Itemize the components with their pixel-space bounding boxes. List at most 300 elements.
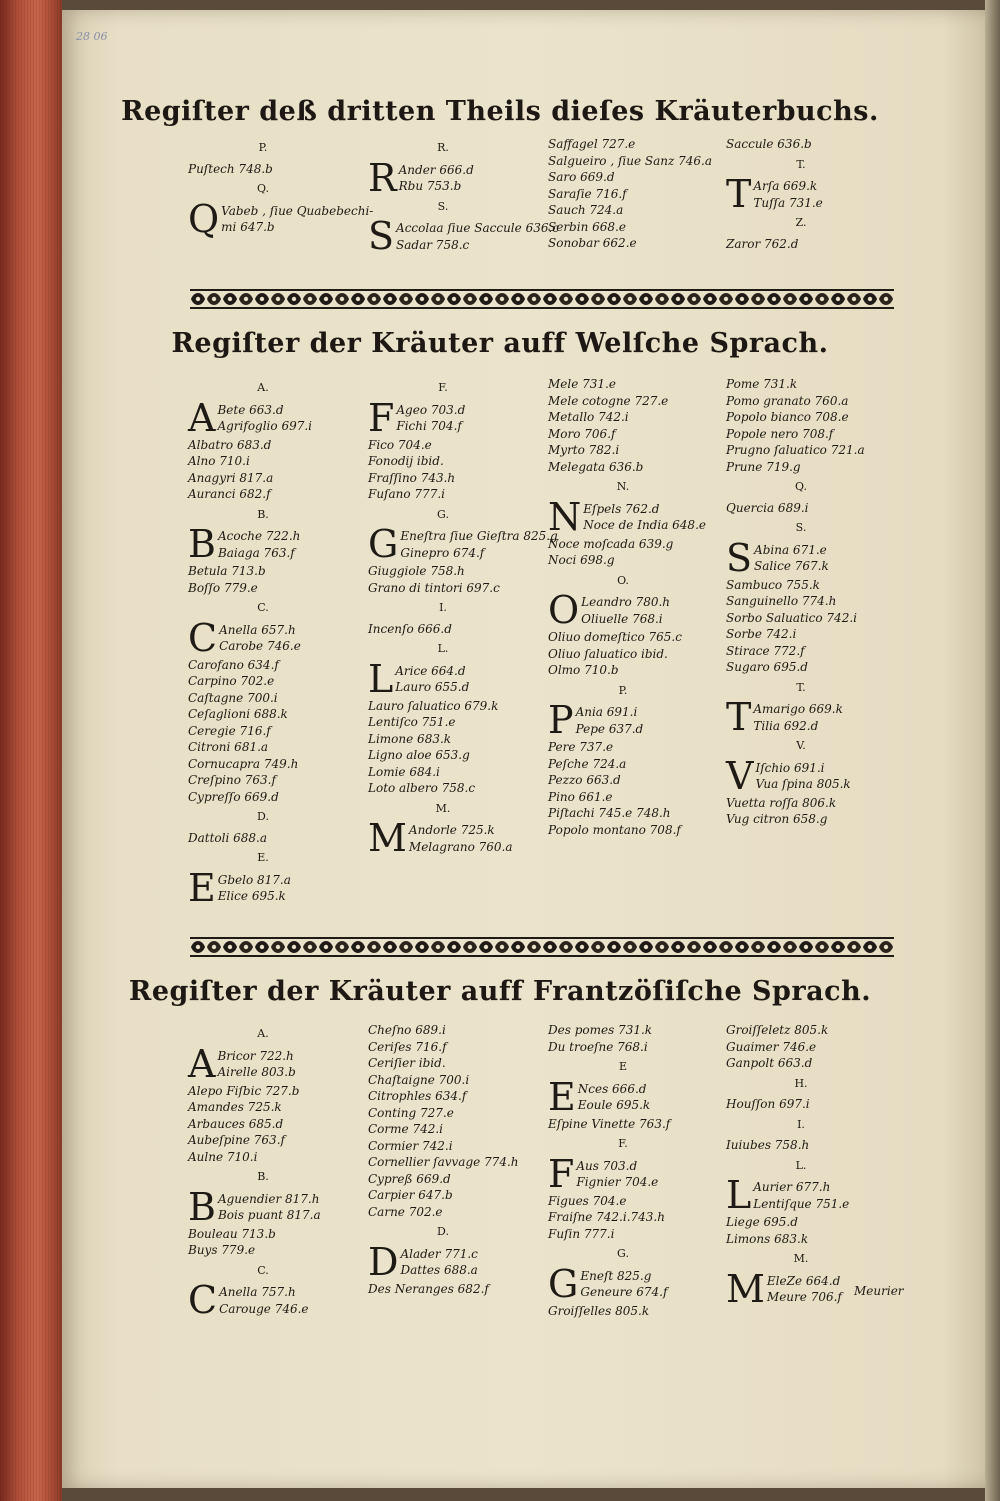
index-entry: Arice 664.d [395,663,466,678]
index-entry: Incenſo 666.d [368,621,452,636]
ornament-dot [532,297,536,301]
initial-entry-group [548,1261,698,1306]
index-entry: Gbelo 817.a [217,872,291,887]
section1-column-1 [188,136,374,241]
index-entry: Cypreſſo 669.d [188,789,279,804]
ornament-dot [196,945,200,949]
ornament-dot [804,945,808,949]
initial-entry-group [188,615,338,660]
ornament-dot [324,297,328,301]
index-entry: Tilia 692.d [753,718,819,733]
ornament-dot [836,945,840,949]
index-entry: Eneſt 825.g [580,1268,652,1283]
ornament-dot [516,945,520,949]
index-entry: Anagyri 817.a [188,470,274,485]
ornament-band-2 [190,936,894,958]
letter-heading: I. [797,1117,805,1131]
initial-letter: A [188,1041,216,1086]
ornament-rule [190,955,894,957]
index-entry: Fignier 704.e [576,1175,659,1189]
initial-letter: S [726,535,753,580]
index-entry: Sonobar 662.e [548,236,637,250]
index-entry: Moro 706.f [548,426,616,441]
initial-entry-group [548,1151,698,1196]
index-entry: Prune 719.g [726,459,801,474]
initial-entry-group [726,535,876,580]
section2-title: Regiſter der Kräuter auff Welſche Sprach. [171,328,829,359]
index-entry: Saraſie 716.f [548,186,627,201]
index-entry: Albatro 683.d [188,437,272,452]
initial-entry-group [188,1041,338,1086]
ornament-dot [452,297,456,301]
ornament-dot [580,297,584,301]
index-entry: Carpino 702.e [188,674,275,688]
index-entry: Agrifoglio 697.i [217,419,312,433]
index-entry: Eoule 695.k [577,1098,651,1112]
index-entry: Limone 683.k [368,731,452,746]
index-entry: Pomo granato 760.a [726,393,849,408]
ornament-dot [388,945,392,949]
index-entry: Aulne 710.i [188,1149,258,1164]
ornament-dot [852,945,856,949]
index-entry: Fico 704.e [368,437,432,452]
letter-heading: B. [257,507,269,521]
ornament-dot [228,297,232,301]
initial-letter: C [188,615,218,660]
initial-entry-group [726,172,876,216]
index-entry: mi 647.b [221,220,275,234]
section3-column-1 [188,1022,338,1322]
initial-letter: B [188,1184,216,1229]
ornament-dot [308,297,312,301]
index-entry: Meure 706.f [766,1290,842,1304]
initial-entry-group [726,753,876,798]
index-entry: Cornellier ſavvage 774.h [368,1155,519,1169]
ornament-dot [740,297,744,301]
ornament-dot [276,945,280,949]
ornament-dot [852,297,856,301]
index-entry: Bois puant 817.a [217,1208,321,1222]
index-entry: Chaſtaigne 700.i [368,1072,470,1087]
index-entry: Giuggiole 758.h [368,564,465,578]
index-entry: Anella 757.h [219,1285,296,1299]
ornament-dot [868,945,872,949]
ornament-dot [612,297,616,301]
index-entry: Carpier 647.b [368,1188,453,1202]
ornament-dot [676,297,680,301]
ornament-dot [404,297,408,301]
index-entry: Vug citron 658.g [726,812,828,826]
index-entry: Saccule 636.b [726,137,812,151]
index-entry: Baiaga 763.f [217,545,295,560]
letter-heading: Q. [795,480,807,493]
ornament-dot [404,945,408,949]
section1-column-3 [548,136,712,252]
index-entry: Peſche 724.a [548,756,627,771]
ornament-dot [484,945,488,949]
ornament-dot [628,945,632,949]
index-entry: Bete 663.d [217,402,284,417]
letter-heading: R. [437,141,449,154]
ornament-dot [548,297,552,301]
letter-heading: C. [257,601,269,614]
index-entry: Carouge 746.e [219,1301,309,1316]
index-entry: Carobe 746.e [219,639,301,653]
index-entry: Elice 695.k [217,889,286,903]
initial-letter: F [548,1151,575,1196]
initial-entry-group [188,865,338,910]
letter-heading: G. [437,507,449,521]
initial-entry-group [188,1278,338,1322]
catchword: Meurier [854,1284,904,1298]
ornament-dot [612,945,616,949]
index-entry: Auranci 682.f [188,487,271,501]
index-entry: Aurier 677.h [753,1180,831,1194]
initial-entry-group [548,698,706,742]
letter-heading: L. [437,642,449,655]
section1-title: Regiſter deß dritten Theils dieſes Kräuterbuchs. [121,96,879,127]
index-entry: Ceriſier ibid. [368,1056,446,1070]
ornament-dot [580,945,584,949]
ornament-dot [676,945,680,949]
ornament-dot [532,945,536,949]
index-entry: Lauro 655.d [395,680,470,694]
initial-entry-group [368,522,558,566]
index-entry: Sugaro 695.d [726,660,808,674]
initial-entry-group [368,395,558,440]
letter-heading: P. [258,141,268,154]
index-entry: Prugno ſaluatico 721.a [726,443,865,457]
ornament-dot [212,297,216,301]
ornament-dot [372,945,376,949]
ornament-dot [228,945,232,949]
initial-letter: B [188,522,216,566]
index-entry: Buys 779.e [188,1243,256,1257]
ornament-dot [868,297,872,301]
initial-entry-group [726,1173,876,1217]
ornament-dot [756,297,760,301]
ornament-dot [244,945,248,949]
index-entry: Arbauces 685.d [188,1116,284,1131]
index-entry: Popole nero 708.f [726,426,834,441]
index-entry: Oliuo ſaluatico ibid. [548,646,668,661]
index-entry: Ginepro 674.f [400,545,485,560]
ornament-dot [308,945,312,949]
index-entry: Pere 737.e [548,740,614,754]
index-entry: Metallo 742.i [548,410,629,424]
initial-entry-group [188,395,338,440]
initial-letter: P [548,698,574,742]
index-entry: Sadar 758.c [396,237,470,252]
index-entry: Geneure 674.f [580,1285,668,1299]
ornament-dot [884,945,888,949]
index-entry: Melegata 636.b [548,459,644,474]
index-entry: Arſa 669.k [753,179,818,193]
index-entry: Corme 742.i [368,1122,443,1136]
index-entry: Acoche 722.h [217,529,301,543]
letter-heading: D. [437,1225,449,1238]
index-entry: Fonodij ibid. [368,454,444,468]
index-entry: Cypreß 669.d [368,1171,451,1186]
ornament-dot [820,945,824,949]
initial-entry-group [188,1184,338,1229]
index-entry: Quercia 689.i [726,500,809,515]
index-entry: Boſſo 779.e [188,580,258,595]
index-entry: Vuetta roſſa 806.k [726,795,837,810]
index-entry: Oliuelle 768.i [581,611,663,626]
section2-column-1 [188,376,338,910]
index-entry: Airelle 803.b [217,1065,296,1079]
index-entry: Pome 731.k [726,377,798,391]
ornament-dot [468,297,472,301]
page-edge-lines [0,0,62,1501]
index-entry: Bouleau 713.b [188,1226,276,1241]
initial-letter: M [726,1266,765,1311]
folio-marking: 28 06 [76,30,108,43]
index-entry: Zaror 762.d [726,236,799,251]
initial-letter: G [368,522,399,566]
index-entry: Pezzo 663.d [548,773,621,787]
ornament-dot [340,297,344,301]
index-entry: Leandro 780.h [581,595,671,609]
letter-heading: M. [793,1252,809,1265]
ornament-dot [708,945,712,949]
index-entry: Groiſſeletz 805.k [726,1023,829,1037]
index-entry: Cornucapra 749.h [188,756,299,771]
index-entry: Puſtech 748.b [188,161,273,176]
section2-column-3 [548,376,706,838]
index-entry: Dattoli 688.a [188,830,268,845]
index-entry: Amarigo 669.k [753,702,843,716]
initial-entry-group [368,656,558,701]
index-entry: Mele cotogne 727.e [548,393,669,408]
letter-heading: Q. [257,182,269,195]
index-entry: Ceregie 716.f [188,723,271,738]
initial-entry-group [368,1239,519,1284]
letter-heading: O. [617,573,629,587]
ornament-dot [340,945,344,949]
index-entry: Fichi 704.f [396,419,462,433]
index-entry: Rbu 753.b [398,179,462,193]
letter-heading: I. [439,601,447,614]
initial-letter: D [368,1239,399,1284]
ornament-dot [420,297,424,301]
index-entry: Saffagel 727.e [548,137,636,151]
index-entry: Iſchio 691.i [755,760,825,775]
index-entry: Pino 661.e [548,789,613,804]
index-entry: Figues 704.e [548,1193,627,1208]
letter-heading: A. [257,1027,269,1040]
letter-heading: T. [796,157,806,171]
letter-heading: E [618,1060,628,1073]
index-entry: Popolo bianco 708.e [726,410,849,424]
ornament-dot [292,945,296,949]
ornament-dot [212,945,216,949]
index-entry: Popolo montano 708.f [548,822,681,837]
ornament-dot [644,945,648,949]
index-entry: Piſtachi 745.e 748.h [548,806,671,820]
initial-entry-group [548,588,706,632]
ornament-dot [436,945,440,949]
initial-letter: E [188,865,216,910]
index-entry: Grano di tintori 697.c [368,580,500,595]
ornament-rule [190,289,894,291]
initial-letter: O [548,588,580,632]
initial-letter: M [368,816,407,860]
index-entry: Alepo Fiſbic 727.b [188,1083,300,1098]
index-entry: Saro 669.d [548,170,615,184]
index-entry: Vabeb , ſiue Quabebechi- [221,203,374,218]
ornament-rule [190,937,894,939]
index-entry: EleZe 664.d [766,1273,841,1288]
index-entry: Eſpels 762.d [583,501,660,516]
letter-heading: C. [257,1263,269,1277]
index-entry: Betula 713.b [188,564,266,578]
section3-title: Regiſter der Kräuter auff Frantzöſiſche Sprach. [128,976,872,1007]
index-entry: Sanguinello 774.h [726,594,837,608]
ornament-dot [388,297,392,301]
ornament-dot [820,297,824,301]
ornament-dot [484,297,488,301]
ornament-dot [804,297,808,301]
index-entry: Stirace 772.f [726,643,805,658]
ornament-dot [452,945,456,949]
letter-heading: M. [435,801,451,815]
index-entry: Guaimer 746.e [726,1039,817,1054]
index-entry: Dattes 688.a [400,1263,478,1277]
ornament-dot [708,297,712,301]
index-entry: Des Neranges 682.f [368,1281,489,1296]
initial-letter: T [726,695,752,739]
index-entry: Serbin 668.e [548,219,626,234]
ornament-dot [788,297,792,301]
ornament-dot [292,297,296,301]
ornament-dot [468,945,472,949]
index-entry: Vua ſpina 805.k [755,777,851,791]
initial-entry-group [548,1074,698,1119]
index-entry: Des pomes 731.k [548,1023,653,1037]
initial-entry-group [368,155,559,200]
index-entry: Aguendier 817.h [217,1191,320,1206]
index-entry: Nces 666.d [577,1081,647,1096]
ornament-dot [564,945,568,949]
index-entry: Accolaa ſiue Saccule 636.c [396,221,560,235]
index-entry: Cheſno 689.i [368,1023,446,1037]
index-entry: Limons 683.k [726,1231,809,1246]
index-entry: Ander 666.d [398,162,474,177]
ornament-rule [190,307,894,309]
index-entry: Sauch 724.a [548,203,624,217]
initial-letter: N [548,494,582,539]
initial-entry-group [188,522,338,566]
letter-heading: E. [257,851,269,864]
ornament-dot [260,945,264,949]
index-entry: Sambuco 755.k [726,577,820,592]
index-entry: Du troeſne 768.i [548,1039,648,1054]
index-entry: Conting 727.e [368,1105,454,1120]
letter-heading: V. [796,739,806,752]
ornament-dot [324,945,328,949]
index-entry: Sorbe 742.i [726,627,797,641]
ornament-dot [260,297,264,301]
section1-column-2 [368,136,560,258]
letter-heading: L. [795,1158,807,1172]
ornament-dot [436,297,440,301]
initial-letter: E [548,1074,576,1119]
index-entry: Ceriſes 716.f [368,1039,447,1054]
ornament-dot [356,297,360,301]
ornament-dot [724,945,728,949]
initial-letter: T [726,172,752,216]
index-entry: Fuſano 777.i [368,487,445,501]
ornament-dot [644,297,648,301]
section3-column-3 [548,1022,698,1319]
index-entry: Cormier 742.i [368,1138,453,1153]
ornament-dot [596,945,600,949]
index-entry: Alader 771.c [400,1246,478,1261]
initial-letter: L [726,1173,752,1217]
section3-column-4 [726,1022,876,1311]
index-entry: Melagrano 760.a [408,839,513,854]
index-entry: Eneſtra ſiue Gieſtra 825.g [400,529,558,543]
index-entry: Iuiubes 758.h [726,1138,810,1152]
letter-heading: D. [257,810,269,823]
letter-heading: H. [794,1076,808,1090]
initial-entry-group [368,214,560,258]
index-entry: Anella 657.h [219,622,296,637]
ornament-dot [692,945,696,949]
index-entry: Oliuo domeſtico 765.c [548,630,682,644]
letter-heading: B. [257,1170,269,1183]
ornament-dot [772,945,776,949]
initial-entry-group [726,695,876,739]
index-entry: Ania 691.i [575,705,638,719]
ornament-dot [548,945,552,949]
initial-entry-group [188,196,374,241]
index-entry: Bricor 722.h [217,1048,294,1063]
letter-heading: T. [796,680,806,694]
section1-column-4 [726,136,876,252]
index-entry: Carofano 634.f [188,657,279,672]
ornament-dot [740,945,744,949]
ornament-dot [884,297,888,301]
ornament-dot [500,945,504,949]
initial-letter: V [726,753,754,798]
index-entry: Lentiſco 751.e [368,715,456,729]
index-entry: Alno 710.i [188,454,250,468]
index-entry: Fraiſne 742.i.743.h [548,1210,665,1224]
index-entry: Salice 767.k [754,559,829,573]
index-entry: Loto albero 758.c [368,781,476,795]
initial-letter: G [548,1261,579,1306]
letter-heading: G. [617,1247,629,1260]
initial-letter: A [188,395,216,440]
index-entry: Lauro ſaluatico 679.k [368,698,499,713]
initial-letter: L [368,656,394,701]
letter-heading: S. [795,521,807,534]
ornament-dot [628,297,632,301]
index-entry: Citroni 681.a [188,740,269,754]
ornament-dot [516,297,520,301]
index-entry: Sorbo Saluatico 742.i [726,610,857,625]
index-entry: Salgueiro , ſiue Sanz 746.a [548,153,713,168]
initial-letter: C [188,1278,218,1322]
index-entry: Mele 731.e [548,377,616,391]
index-entry: Tuſſa 731.e [753,195,823,210]
letter-heading: N. [616,480,630,493]
index-entry: Noce de India 648.e [583,518,706,532]
initial-letter: Q [188,196,220,241]
